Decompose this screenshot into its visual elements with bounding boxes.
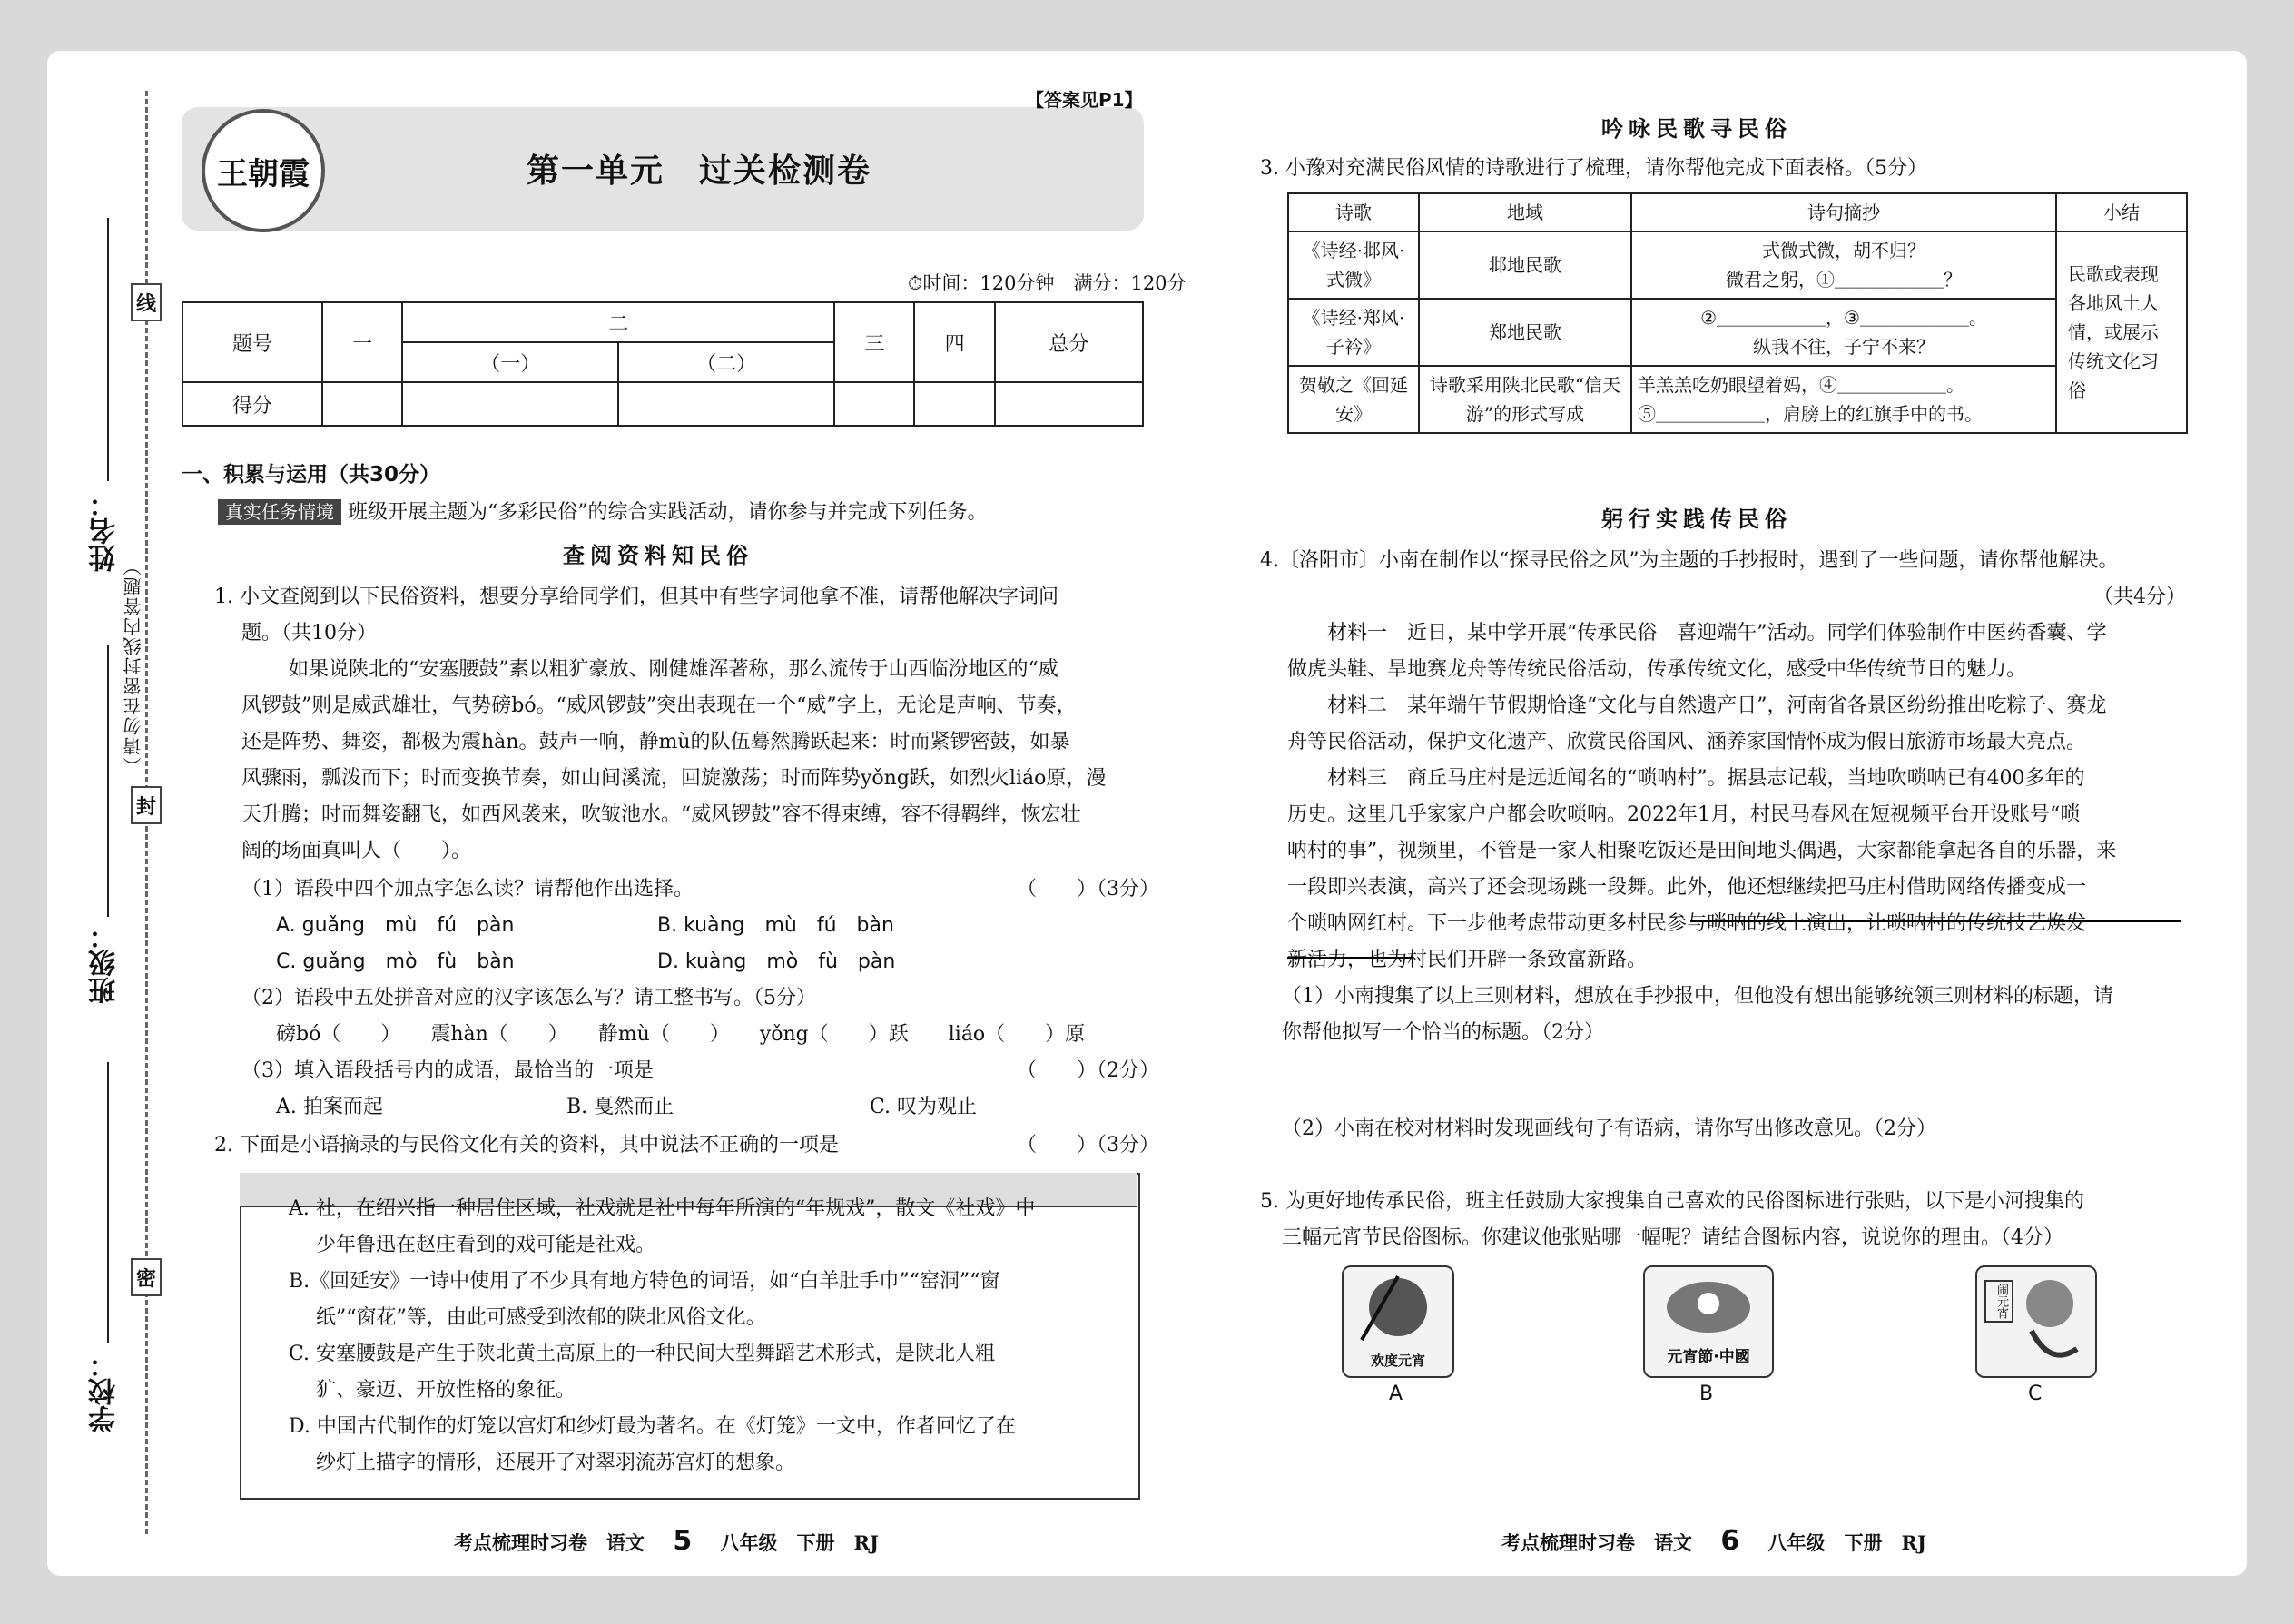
poem-header: 诗歌 bbox=[1288, 193, 1419, 231]
score-cell[interactable] bbox=[618, 382, 834, 426]
school-field[interactable] bbox=[107, 1062, 109, 1343]
q1-1-option-b[interactable]: B. kuàng mù fú bàn bbox=[657, 914, 894, 937]
poem-region-cell: 郑地民歌 bbox=[1419, 299, 1631, 366]
subheading-2: 吟咏民歌寻民俗 bbox=[1601, 116, 1792, 142]
poem-summary-cell: 民歌或表现各地风土人情，或展示传统文化习俗 bbox=[2056, 231, 2187, 433]
q1-2: （2）语段中五处拼音对应的汉字该怎么写？请工整书写。（5分） bbox=[241, 987, 816, 1009]
footer-left bbox=[454, 1525, 879, 1557]
material-line: 个唢呐网红村。下一步他考虑带动更多村民参与唢呐的线上演出，让唢呐村的传统技艺焕发 bbox=[1287, 912, 2087, 935]
section-title: 一、积累与运用（共30分） bbox=[182, 463, 441, 487]
poem-lines-cell[interactable] bbox=[1631, 366, 2056, 433]
poem-title-cell: 《诗经·郑风·子衿》 bbox=[1288, 299, 1419, 366]
page-number: 5 bbox=[673, 1525, 693, 1557]
poem-line[interactable]: ⑤＿＿＿＿＿＿，肩膀上的红旗手中的书。 bbox=[1638, 403, 1983, 425]
class-label: 班级： bbox=[89, 922, 121, 1004]
lantern-icon-c[interactable] bbox=[1975, 1265, 2097, 1378]
name-label: 姓名： bbox=[89, 490, 121, 572]
seal-mark: 封 bbox=[131, 786, 162, 824]
score-header-cell: 四 bbox=[914, 302, 994, 382]
poem-region-cell: 诗歌采用陕北民歌“信天游”的形式写成 bbox=[1419, 366, 1631, 433]
passage-line: 还是阵势、舞姿，都极为震hàn。鼓声一响，静mù的队伍蓦然腾跃起来：时而紧锣密鼓，如暴 bbox=[241, 731, 1070, 753]
icon-label-c: C bbox=[2028, 1383, 2043, 1405]
brand-logo bbox=[202, 109, 325, 232]
q1-3-option-b[interactable]: B. 戛然而止 bbox=[566, 1096, 674, 1118]
passage-line: 如果说陕北的“安塞腰鼓”素以粗犷豪放、刚健雄浑著称，那么流传于山西临汾地区的“威 bbox=[289, 658, 1058, 681]
material-line: 新活力，也为村民们开辟一条致富新路。 bbox=[1287, 949, 1648, 971]
q4-2: （2）小南在校对材料时发现画线句子有语病，请你写出修改意见。（2分） bbox=[1282, 1117, 1936, 1140]
poem-line[interactable]: 微君之躬，①＿＿＿＿＿＿？ bbox=[1726, 269, 1962, 290]
binding-note: （请勿在密封线内答题） bbox=[123, 556, 144, 775]
q5-stem-cont: 三幅元宵节民俗图标。你建议他张贴哪一幅呢？请结合图标内容，说说你的理由。（4分） bbox=[1282, 1226, 2063, 1249]
score-header-cell: 总分 bbox=[995, 302, 1143, 382]
score-subheader-cell: （二） bbox=[618, 342, 834, 382]
poem-header: 诗句摘抄 bbox=[1631, 193, 2056, 231]
underline-sentence bbox=[1690, 920, 2181, 922]
time-info: ⏱时间：120分钟 满分：120分 bbox=[908, 272, 1186, 294]
poem-table bbox=[1287, 192, 2188, 434]
calligraphy-icon bbox=[1344, 1267, 1452, 1347]
icon-caption-a: 欢度元宵 bbox=[1370, 1353, 1425, 1369]
q5-stem: 5. 为更好地传承民俗，班主任鼓励大家搜集自己喜欢的民俗图标进行张贴，以下是小河搜集的 bbox=[1260, 1190, 2084, 1213]
score-table bbox=[182, 301, 1144, 427]
scenario-tag: 真实任务情境 bbox=[218, 499, 341, 525]
footer-grade: 八年级 下册 RJ bbox=[720, 1531, 879, 1554]
icon-label-a: A bbox=[1389, 1383, 1403, 1405]
poem-line: 式微式微，胡不归？ bbox=[1762, 240, 1925, 261]
sealing-mark: 密 bbox=[131, 1258, 162, 1296]
score-header-cell: 一 bbox=[322, 302, 402, 382]
q2-option-c[interactable]: C. 安塞腰鼓是产生于陕北黄土高原上的一种民间大型舞蹈艺术形式，是陕北人粗 bbox=[289, 1343, 996, 1365]
q1-3-option-a[interactable]: A. 拍案而起 bbox=[276, 1096, 383, 1118]
yuanxiao-bowl-icon bbox=[1645, 1267, 1772, 1340]
q1-3-option-c[interactable]: C. 叹为观止 bbox=[870, 1096, 978, 1118]
material-line: 材料一 近日，某中学开展“传承民俗 喜迎端午”活动。同学们体验制作中医药香囊、学 bbox=[1327, 622, 2107, 645]
material-line: 呐村的事”，视频里，不管是一家人相聚吃饭还是田间地头偶遇，大家都能拿起各自的乐器，来 bbox=[1287, 840, 2117, 862]
icon-label-b: B bbox=[1699, 1383, 1714, 1405]
poem-lines-cell[interactable] bbox=[1631, 299, 2056, 366]
q1-passage bbox=[241, 652, 1149, 870]
q1-1-option-a[interactable]: A. guǎng mù fú pàn bbox=[276, 914, 515, 937]
q4-1-cont: 你帮他拟写一个恰当的标题。（2分） bbox=[1282, 1021, 1604, 1044]
q2-option-b[interactable]: B.《回延安》一诗中使用了不少具有地方特色的词语，如“白羊肚手巾”“窑洞”“窗 bbox=[289, 1270, 1000, 1293]
scenario-text: 班级开展主题为“多彩民俗”的综合实践活动，请你参与并完成下列任务。 bbox=[348, 501, 988, 524]
underline-sentence bbox=[1287, 957, 1413, 959]
material-line: 材料三 商丘马庄村是远近闻名的“唢呐村”。据县志记载，当地吹唢呐已有400多年的 bbox=[1327, 767, 2085, 790]
footer-title: 考点梳理时习卷 语文 bbox=[454, 1531, 645, 1554]
passage-line: 天升腾；时而舞姿翻飞，如西风袭来，吹皱池水。“威风锣鼓”容不得束缚，容不得羁绊，恢宏壮 bbox=[241, 803, 1081, 826]
subheading-3: 躬行实践传民俗 bbox=[1601, 507, 1792, 532]
q1-3-score: （ ）（2分） bbox=[1017, 1059, 1159, 1082]
poem-line[interactable]: ②＿＿＿＿＿＿，③＿＿＿＿＿＿。 bbox=[1700, 307, 1987, 329]
score-header-cell: 三 bbox=[834, 302, 914, 382]
q2-option-a-cont: 少年鲁迅在赵庄看到的戏可能是社戏。 bbox=[316, 1234, 656, 1256]
material-line: 一段即兴表演，高兴了还会现场跳一段舞。此外，他还想继续把马庄村借助网络传播变成一 bbox=[1287, 876, 2087, 899]
score-cell[interactable] bbox=[834, 382, 914, 426]
q2-score: （ ）（3分） bbox=[1017, 1134, 1159, 1156]
q4-score: （共4分） bbox=[2093, 586, 2186, 608]
q2-options bbox=[289, 1191, 1124, 1481]
passage-line: 阔的场面真叫人（ ）。 bbox=[241, 840, 472, 862]
score-cell[interactable] bbox=[322, 382, 402, 426]
footer-right bbox=[1501, 1525, 1926, 1557]
q2-option-c-cont: 犷、豪迈、开放性格的象征。 bbox=[316, 1379, 576, 1402]
poem-lines-cell[interactable] bbox=[1631, 231, 2056, 299]
page-title: 第一单元 过关检测卷 bbox=[527, 153, 872, 190]
icon-caption-c: 闹元宵 bbox=[1984, 1280, 2013, 1323]
passage-line: 风锣鼓”则是威武雄壮，气势磅bó。“威风锣鼓”突出表现在一个“威”字上，无论是声响、节奏， bbox=[241, 694, 1077, 717]
score-cell[interactable] bbox=[914, 382, 994, 426]
q1-1-score: （ ）（3分） bbox=[1017, 878, 1159, 901]
footer-title: 考点梳理时习卷 语文 bbox=[1501, 1531, 1692, 1554]
q4-1: （1）小南搜集了以上三则材料，想放在手抄报中，但他没有想出能够统领三则材料的标题，请 bbox=[1282, 985, 2114, 1008]
icon-caption-b: 元宵節·中國 bbox=[1667, 1348, 1750, 1366]
poem-header: 地域 bbox=[1419, 193, 1631, 231]
q4-stem: 4.〔洛阳市〕小南在制作以“探寻民俗之风”为主题的手抄报时，遇到了一些问题，请你帮他解决。 bbox=[1260, 549, 2119, 572]
score-row-label: 得分 bbox=[182, 382, 322, 426]
score-header-cell: 题号 bbox=[182, 302, 322, 382]
q3-stem: 3. 小豫对充满民俗风情的诗歌进行了梳理，请你帮他完成下面表格。（5分） bbox=[1260, 157, 1927, 180]
poem-line[interactable]: 羊羔羔吃奶眼望着妈，④＿＿＿＿＿＿。 bbox=[1638, 374, 1964, 396]
q2-stem: 2. 下面是小语摘录的与民俗文化有关的资料，其中说法不正确的一项是 bbox=[214, 1134, 839, 1156]
q1-1-option-c[interactable]: C. guǎng mò fù bàn bbox=[276, 950, 515, 973]
q2-option-b-cont: 纸”“窗花”等，由此可感受到浓郁的陕北风俗文化。 bbox=[316, 1306, 766, 1329]
q2-option-d[interactable]: D. 中国古代制作的灯笼以宫灯和纱灯最为著名。在《灯笼》一文中，作者回忆了在 bbox=[289, 1415, 1016, 1438]
score-cell[interactable] bbox=[402, 382, 618, 426]
passage-line: 风骤雨，瓢泼而下；时而变换节奏，如山间溪流，回旋激荡；时而阵势yǒng跃，如烈火liáo原，漫 bbox=[241, 767, 1107, 790]
q1-1-option-d[interactable]: D. kuàng mò fù pàn bbox=[657, 950, 896, 973]
poem-title-cell: 《诗经·邶风·式微》 bbox=[1288, 231, 1419, 299]
poem-title-cell: 贺敬之《回延安》 bbox=[1288, 366, 1419, 433]
page-number: 6 bbox=[1720, 1525, 1740, 1557]
q1-3: （3）填入语段括号内的成语，最恰当的一项是 bbox=[241, 1059, 654, 1082]
material-line: 舟等民俗活动，保护文化遗产、欣赏民俗国风、涵养家国情怀成为假日旅游市场最大亮点。 bbox=[1287, 731, 2087, 753]
q1-2-answer-slots[interactable]: 磅bó（ ） 震hàn（ ） 静mù（ ） yǒng（ ）跃 liáo（ ）原 bbox=[276, 1023, 1086, 1046]
q1-stem: 1. 小文查阅到以下民俗资料，想要分享给同学们，但其中有些字词他拿不准，请帮他解决字词问 bbox=[214, 586, 1058, 608]
lantern-icon-b[interactable] bbox=[1643, 1265, 1774, 1378]
material-line: 历史。这里几乎家家户户都会吹唢呐。2022年1月，村民马春风在短视频平台开设账号“唢 bbox=[1287, 803, 2081, 826]
material-line: 做虎头鞋、旱地赛龙舟等传统民俗活动，传承传统文化，感受中华传统节日的魅力。 bbox=[1287, 658, 2027, 681]
score-header-cell: 二 bbox=[402, 302, 834, 342]
q2-option-a[interactable]: A. 社，在绍兴指一种居住区域，社戏就是社中每年所演的“年规戏”，散文《社戏》中 bbox=[289, 1197, 1036, 1220]
material-1 bbox=[1287, 615, 2186, 979]
q1-stem-cont: 题。（共10分） bbox=[241, 622, 377, 645]
logo-text: 王朝霞 bbox=[217, 155, 310, 192]
lantern-icon-a[interactable] bbox=[1342, 1265, 1454, 1378]
name-field[interactable] bbox=[107, 218, 109, 481]
q2-option-d-cont: 纱灯上描字的情形，还展开了对翠羽流苏宫灯的想象。 bbox=[316, 1452, 796, 1474]
school-label: 学校： bbox=[89, 1351, 121, 1432]
score-subheader-cell: （一） bbox=[402, 342, 618, 382]
poem-region-cell: 邶地民歌 bbox=[1419, 231, 1631, 299]
answer-reference: 【答案见P1】 bbox=[1026, 89, 1143, 111]
poem-line: 纵我不往，子宁不来？ bbox=[1753, 336, 1935, 358]
footer-grade: 八年级 下册 RJ bbox=[1767, 1531, 1926, 1554]
subheading-1: 查阅资料知民俗 bbox=[563, 543, 753, 568]
class-field[interactable] bbox=[107, 645, 109, 917]
score-cell[interactable] bbox=[995, 382, 1143, 426]
line-mark: 线 bbox=[131, 283, 162, 321]
poem-header: 小结 bbox=[2056, 193, 2187, 231]
material-line: 材料二 某年端午节假期恰逢“文化与自然遗产日”，河南省各景区纷纷推出吃粽子、赛龙 bbox=[1327, 694, 2107, 717]
q1-1: （1）语段中四个加点字怎么读？请帮他作出选择。 bbox=[241, 878, 694, 901]
